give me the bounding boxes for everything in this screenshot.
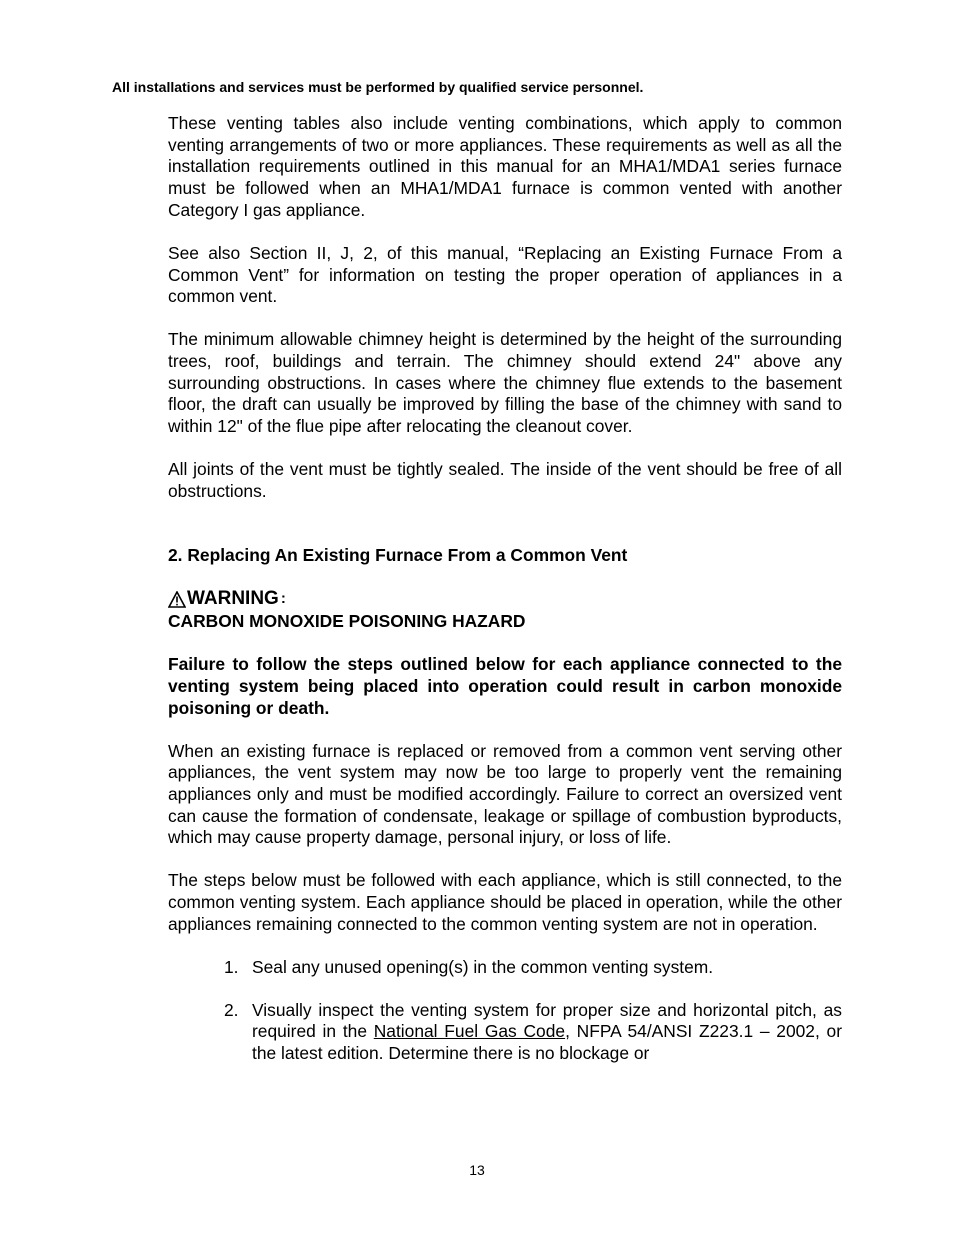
paragraph-existing-furnace: When an existing furnace is replaced or removed from a common vent serving other appliances, the vent system may now be too large to properly vent the remaining appliances only and must be modified accordingly. Failure to correct an oversized vent can cause the formation of condensate, leakage or spillage of combustion byproducts, which may cause property damage, personal injury, or loss of life. (168, 740, 842, 848)
hazard-title: CARBON MONOXIDE POISONING HAZARD (168, 611, 526, 632)
national-fuel-gas-code-reference: National Fuel Gas Code (373, 1021, 566, 1042)
step-number: 1. (224, 956, 239, 977)
page-number: 13 (469, 1162, 485, 1178)
paragraph-venting-tables: These venting tables also include venting combinations, which apply to common venting arrangements of two or more appliances. These requirements as well as all the installation requirements outlined in this manual for an MHA1/MDA1 series furnace must be followed when an MHA1/MDA1 furnace is common vented with another Category I gas appliance. (168, 113, 842, 220)
step-text-after: , NFPA 54/ANSI Z223.1 – 2002, or the latest edition. Determine there is no blockage or (252, 1021, 843, 1064)
step-number: 2. (224, 999, 239, 1020)
list-item (168, 957, 842, 979)
warning-triangle-icon (168, 591, 186, 608)
paragraph-chimney-height: The minimum allowable chimney height is determined by the height of the surrounding trees, roof, buildings and terrain. The chimney should extend 24" above any surrounding obstructions. In cases where the chimney flue extends to the basement floor, the draft can usually be improved by filling the base of the chimney with sand to within 12" of the flue pipe after relocating the cleanout cover. (168, 329, 842, 437)
steps-list (168, 957, 842, 1065)
step-text-before: Visually inspect the venting system for proper size and horizontal pitch, as required in the (252, 999, 842, 1042)
warning-heading (168, 587, 842, 611)
paragraph-see-also: See also Section II, J, 2, of this manual, “Replacing an Existing Furnace From a Common Vent” for information on testing the proper operation of appliances in a common vent. (168, 242, 842, 307)
header-note: All installations and services must be performed by qualified service personnel. (112, 79, 644, 95)
list-item (168, 1000, 842, 1065)
warning-statement: Failure to follow the steps outlined below for each appliance connected to the venting system being placed into operation could result in carbon monoxide poisoning or death. (168, 654, 842, 718)
step-text: Seal any unused opening(s) in the common venting system. (252, 956, 714, 977)
paragraph-joints-sealed: All joints of the vent must be tightly sealed. The inside of the vent should be free of all obstructions. (168, 459, 842, 501)
warning-label: WARNING (187, 588, 279, 610)
paragraph-steps-intro: The steps below must be followed with each appliance, which is still connected, to the common venting system. Each appliance should be placed in operation, while the other appliances remaining connected to the common venting system are not in operation. (168, 870, 842, 934)
warning-colon: : (280, 590, 286, 608)
body-column (168, 113, 842, 1086)
section-title: 2. Replacing An Existing Furnace From a Common Vent (168, 545, 628, 566)
